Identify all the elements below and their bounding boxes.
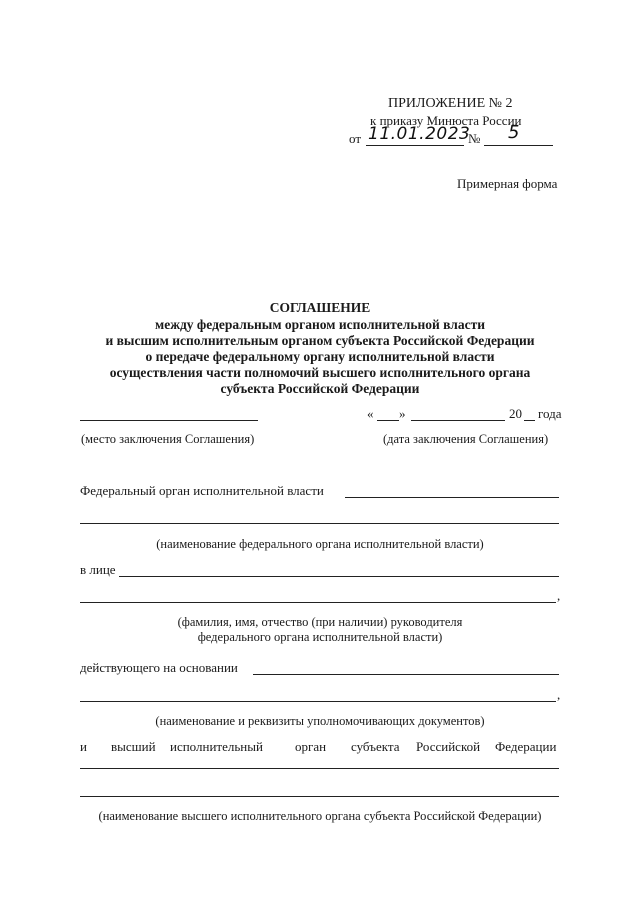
year-word: года — [538, 406, 562, 421]
federal-body-caption: (наименование федерального органа исполнительной власти) — [156, 537, 484, 551]
subject-word-2: исполнительный — [170, 739, 263, 754]
subject-blank-2[interactable] — [80, 796, 559, 797]
place-caption: (место заключения Соглашения) — [81, 432, 255, 446]
subject-word-4: субъекта — [351, 739, 400, 754]
subject-word-5: Российской — [416, 739, 481, 754]
date-caption: (дата заключения Соглашения) — [383, 432, 549, 446]
agreement-title: СОГЛАШЕНИЕ — [269, 300, 371, 315]
quote-open: « — [367, 406, 374, 421]
federal-body-label: Федеральный орган исполнительной власти — [80, 483, 324, 498]
person-comma: , — [557, 588, 561, 603]
date-from-label: от — [349, 131, 362, 146]
subject-word-6: Федерации — [495, 739, 557, 754]
year-blank[interactable] — [524, 420, 535, 421]
person-blank[interactable] — [119, 576, 559, 577]
basis-caption: (наименование и реквизиты уполномочивающих документов) — [155, 714, 485, 728]
basis-comma: , — [557, 687, 561, 702]
person-caption-line-2: федерального органа исполнительной власти) — [197, 630, 443, 644]
agreement-subtitle-line-2: и высшим исполнительным органом субъекта Российской Федерации — [105, 333, 535, 348]
subject-caption: (наименование высшего исполнительного органа субъекта Российской Федерации) — [98, 809, 542, 823]
and-word: и — [80, 739, 87, 754]
person-label: в лице — [80, 562, 116, 577]
subject-word-3: орган — [295, 739, 327, 754]
place-blank[interactable] — [80, 420, 258, 421]
basis-blank[interactable] — [253, 674, 559, 675]
agreement-subtitle-line-4: осуществления части полномочий высшего исполнительного органа — [109, 365, 531, 380]
agreement-subtitle-line-1: между федеральным органом исполнительной власти — [155, 317, 485, 332]
basis-label: действующего на основании — [80, 660, 238, 675]
agreement-subtitle-line-3: о передаче федеральному органу исполнительной власти — [145, 349, 495, 364]
date-underline — [366, 145, 464, 146]
appendix-title: ПРИЛОЖЕНИЕ № 2 — [388, 96, 513, 111]
day-blank[interactable] — [377, 420, 399, 421]
federal-body-blank-2[interactable] — [80, 523, 559, 524]
basis-blank-2[interactable] — [80, 701, 556, 702]
subject-blank[interactable] — [80, 768, 559, 769]
person-caption-line-1: (фамилия, имя, отчество (при наличии) руководителя — [177, 615, 463, 629]
agreement-subtitle-line-5: субъекта Российской Федерации — [220, 381, 420, 396]
number-underline — [484, 145, 553, 146]
number-label: № — [468, 131, 481, 146]
federal-body-blank[interactable] — [345, 497, 559, 498]
order-reference: к приказу Минюста России — [370, 113, 522, 128]
handwritten-number: 5 — [508, 122, 520, 143]
person-blank-2[interactable] — [80, 602, 556, 603]
month-blank[interactable] — [411, 420, 505, 421]
year-prefix: 20 — [509, 406, 522, 421]
quote-close: » — [399, 406, 406, 421]
sample-form-note: Примерная форма — [457, 176, 558, 191]
handwritten-date: 11.01.2023 — [368, 124, 471, 144]
subject-word-1: высший — [111, 739, 156, 754]
